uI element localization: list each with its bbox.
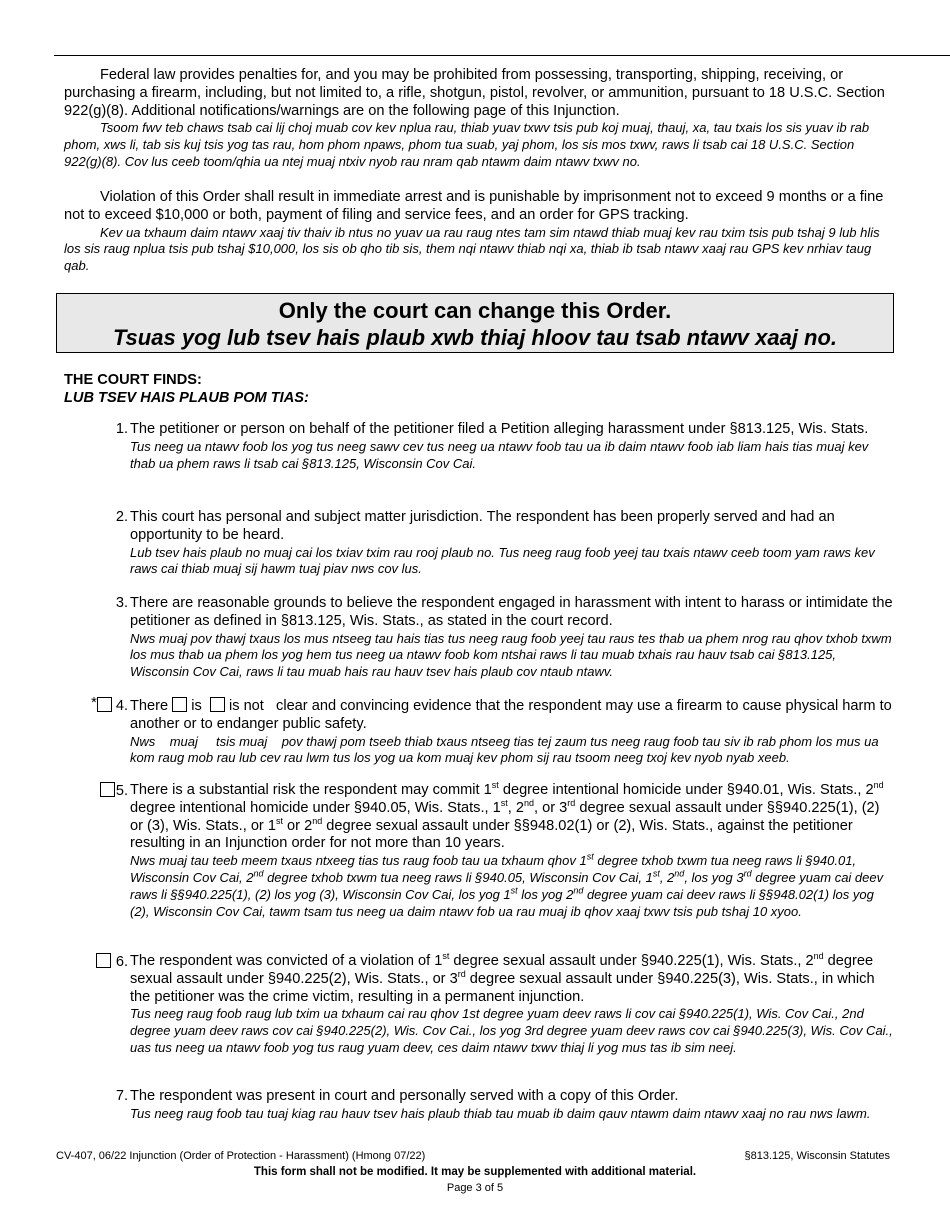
item-6-checkbox[interactable] bbox=[96, 953, 111, 968]
item-hmong: Nws muaj tau teeb meem txaus ntxeeg tias tus raug foob tau ua txhaum qhov 1st degree txhob txwm tua neeg raws li §940.01, Wisconsin Cov Cai, 2nd degree txhob txwm tua neeg raws li §940.05, Wisconsin Cov Cai, 1st, 2nd, los yog 3rd degree yuam cai deev raws li §§940.225(1), (2) los yog (3), Wisconsin Cov Cai, los yog 1st los yog 2nd degree yuam cai deev raws li §§948.02(1) los yog (2), Wisconsin Cov Cai, tawm tsam tus neeg ua daim ntawv fob ua rau muaj ib qhov xaaj txwv tsis pub tshaj 10 xyoo. bbox=[130, 851, 884, 919]
there-label: There bbox=[130, 698, 169, 714]
item-number: 6. bbox=[115, 954, 128, 970]
required-star: * bbox=[91, 695, 97, 711]
statute-reference: §813.125, Wisconsin Statutes bbox=[744, 1150, 890, 1162]
item-number: 1. bbox=[115, 421, 128, 437]
federal-law-hmong: Tsoom fwv teb chaws tsab cai lij choj muab cov kev nplua rau, thiab yuav txwv tsis pub koj muaj, thauj, xa, tau txais los sis yuav ib rab phom, xws li, tab sis kuj tsis yog tas rau, hom phom npaws, phom tua suab, yaj phom, los sis mos txwv, raws li tsab cai 18 U.S.C. Section 922(g)(8). Cov lus ceeb toom/qhia ua ntej muaj ntxiv nyob rau nram qab ntawm daim ntawv txwv no. bbox=[64, 120, 870, 170]
is-checkbox[interactable] bbox=[172, 697, 187, 712]
item-number-5 bbox=[60, 782, 128, 801]
notice-english: Only the court can change this Order. bbox=[278, 298, 672, 323]
page-number: Page 3 of 5 bbox=[446, 1182, 504, 1194]
item-english: There are reasonable grounds to believe the respondent engaged in harassment with intent to harass or intimidate the petitioner as defined in §813.125, Wis. Stats., as stated in the court record. bbox=[130, 595, 893, 629]
item-english bbox=[130, 697, 895, 734]
item-english: The petitioner or person on behalf of the petitioner filed a Petition alleging harassment under §813.125, Wis. Stats. bbox=[130, 421, 869, 437]
item-number: 2. bbox=[115, 509, 128, 525]
is-label: is bbox=[191, 698, 202, 714]
item-number: 4. bbox=[115, 698, 128, 714]
item-number: 7. bbox=[115, 1088, 128, 1104]
court-finds-english: THE COURT FINDS: bbox=[64, 372, 202, 388]
modification-notice: This form shall not be modified. It may be supplemented with additional material. bbox=[253, 1166, 697, 1178]
federal-law-english: Federal law provides penalties for, and you may be prohibited from possessing, transporting, shipping, receiving, or purchasing a firearm, including, but not limited to, a rifle, shotgun, pistol, revolver, or ammunition, pursuant to 18 U.S.C. Section 922(g)(8). Additional notifications/warnings are on the following page of this Injunction. bbox=[64, 67, 885, 119]
item-number: 3. bbox=[115, 595, 128, 611]
item-number: 5. bbox=[115, 783, 128, 799]
top-rule bbox=[54, 55, 950, 56]
court-change-notice-box bbox=[56, 293, 894, 353]
form-id: CV-407, 06/22 Injunction (Order of Protection - Harassment) (Hmong 07/22) bbox=[56, 1150, 426, 1162]
item-hmong: Tus neeg raug foob tau tuaj kiag rau hauv tsev hais plaub thiab tau muab ib daim qauv ntawm daim ntawv xaaj no rau nws lawm. bbox=[130, 1105, 871, 1121]
item-hmong: Lub tsev hais plaub no muaj cai los txiav txim rau rooj plaub no. Tus neeg raug foob yeej tau txais ntawv ceeb toom yam raws kev raws cai thiab muaj sij hawm tuaj piav nws cov lus. bbox=[130, 544, 875, 577]
is-not-checkbox[interactable] bbox=[210, 697, 225, 712]
violation-paragraph bbox=[64, 189, 894, 275]
item-number-4 bbox=[60, 697, 128, 716]
court-finds-hmong: LUB TSEV HAIS PLAUB POM TIAS: bbox=[64, 389, 309, 406]
court-finds-heading bbox=[64, 372, 309, 407]
item-english: The respondent was present in court and personally served with a copy of this Order. bbox=[130, 1088, 679, 1104]
violation-english: Violation of this Order shall result in immediate arrest and is punishable by imprisonment not to exceed 9 months or a fine not to exceed $10,000 or both, payment of filing and service fees, and an order for GPS tracking. bbox=[64, 189, 884, 223]
item-hmong: Nws muaj pov thawj txaus los mus ntseeg tau hais tias tus neeg raug foob yeej tau raus tes thab ua phem nrog rau qhov txhob txwm los mus thab ua phem los yog hem tus neeg ua ntawv foob kom ntshai raws li tau muab txhais rau hauv tsab cai §813.125, Wisconsin Cov Cai, raws li tau muab hais rau hauv tsev hais plaub cov ntaub ntawv. bbox=[130, 630, 892, 680]
item-hmong: Tus neeg ua ntawv foob los yog tus neeg sawv cev tus neeg ua ntawv foob tau ua ib daim ntawv foob iab liam hais tias muaj kev thab ua phem raws li tsab cai §813.125, Wisconsin Cov Cai. bbox=[130, 438, 869, 471]
is-not-label: is not bbox=[228, 698, 264, 714]
federal-law-paragraph bbox=[64, 67, 894, 171]
notice-hmong: Tsuas yog lub tsev hais plaub xwb thiaj hloov tau tsab ntawv xaaj no. bbox=[112, 324, 838, 350]
item-4-english-rest: clear and convincing evidence that the respondent may use a firearm to cause physical harm to another or to endanger public safety. bbox=[130, 698, 892, 732]
item-english: This court has personal and subject matter jurisdiction. The respondent has been properly served and had an opportunity to be heard. bbox=[130, 509, 835, 543]
item-number-6 bbox=[60, 953, 128, 972]
item-5-checkbox[interactable] bbox=[100, 782, 115, 797]
item-hmong: Tus neeg raug foob raug lub txim ua txhaum cai rau qhov 1st degree yuam deev raws li cov cai §940.225(1), Wis. Cov Cai., 2nd degree yuam deev raws cov cai §940.225(2), Wis. Cov Cai., los yog 3rd degree yuam deev raws cov cai §940.225(3), Wis. Cov Cai., uas tus neeg ua ntawv foob yog tus raug yuam deev, ces daim ntawv txwv thiaj li yog mus tas ib sim neej. bbox=[130, 1006, 893, 1056]
item-english: The respondent was convicted of a violation of 1st degree sexual assault under §940.225(1), Wis. Stats., 2nd degree sexual assault under §940.225(2), Wis. Stats., or 3rd degree sexual assault under §940.225(3), Wis. Stats., in which the petitioner was the crime victim, resulting in a permanent injunction. bbox=[130, 951, 875, 1005]
item-english: There is a substantial risk the respondent may commit 1st degree intentional homicide under §940.01, Wis. Stats., 2nd degree intentional homicide under §940.05, Wis. Stats., 1st, 2nd, or 3rd degree sexual assault under §§940.225(1), (2) or (3), Wis. Stats., or 1st or 2nd degree sexual assault under §§948.02(1) or (2), Wis. Stats., against the petitioner resulting in an Injunction order for not more than 10 years. bbox=[130, 780, 884, 852]
item-hmong: Nws muaj tsis muaj pov thawj pom tseeb thiab txaus ntseeg tias tej zaum tus neeg raug foob tau siv ib rab phom los mus ua kom raug mob rau lub cev rau lwm tus los yog ua kom muaj kev phom sij rau tsoom neeg txoj kev nyob nyab xeeb. bbox=[130, 733, 883, 766]
violation-hmong: Kev ua txhaum daim ntawv xaaj tiv thaiv ib ntus no yuav ua rau raug ntes tam sim ntawd thiab muaj kev rau txim tsis pub tshaj 9 lub hlis los sis raug nplua tsis pub tshaj $10,000, los sis ob qho tib sis, them nqi ntawv thiab nqi xa, thiab ib tsab ntawv xaaj rau GPS kev nrhiav taug qab. bbox=[64, 224, 880, 274]
item-4-checkbox[interactable] bbox=[97, 697, 112, 712]
